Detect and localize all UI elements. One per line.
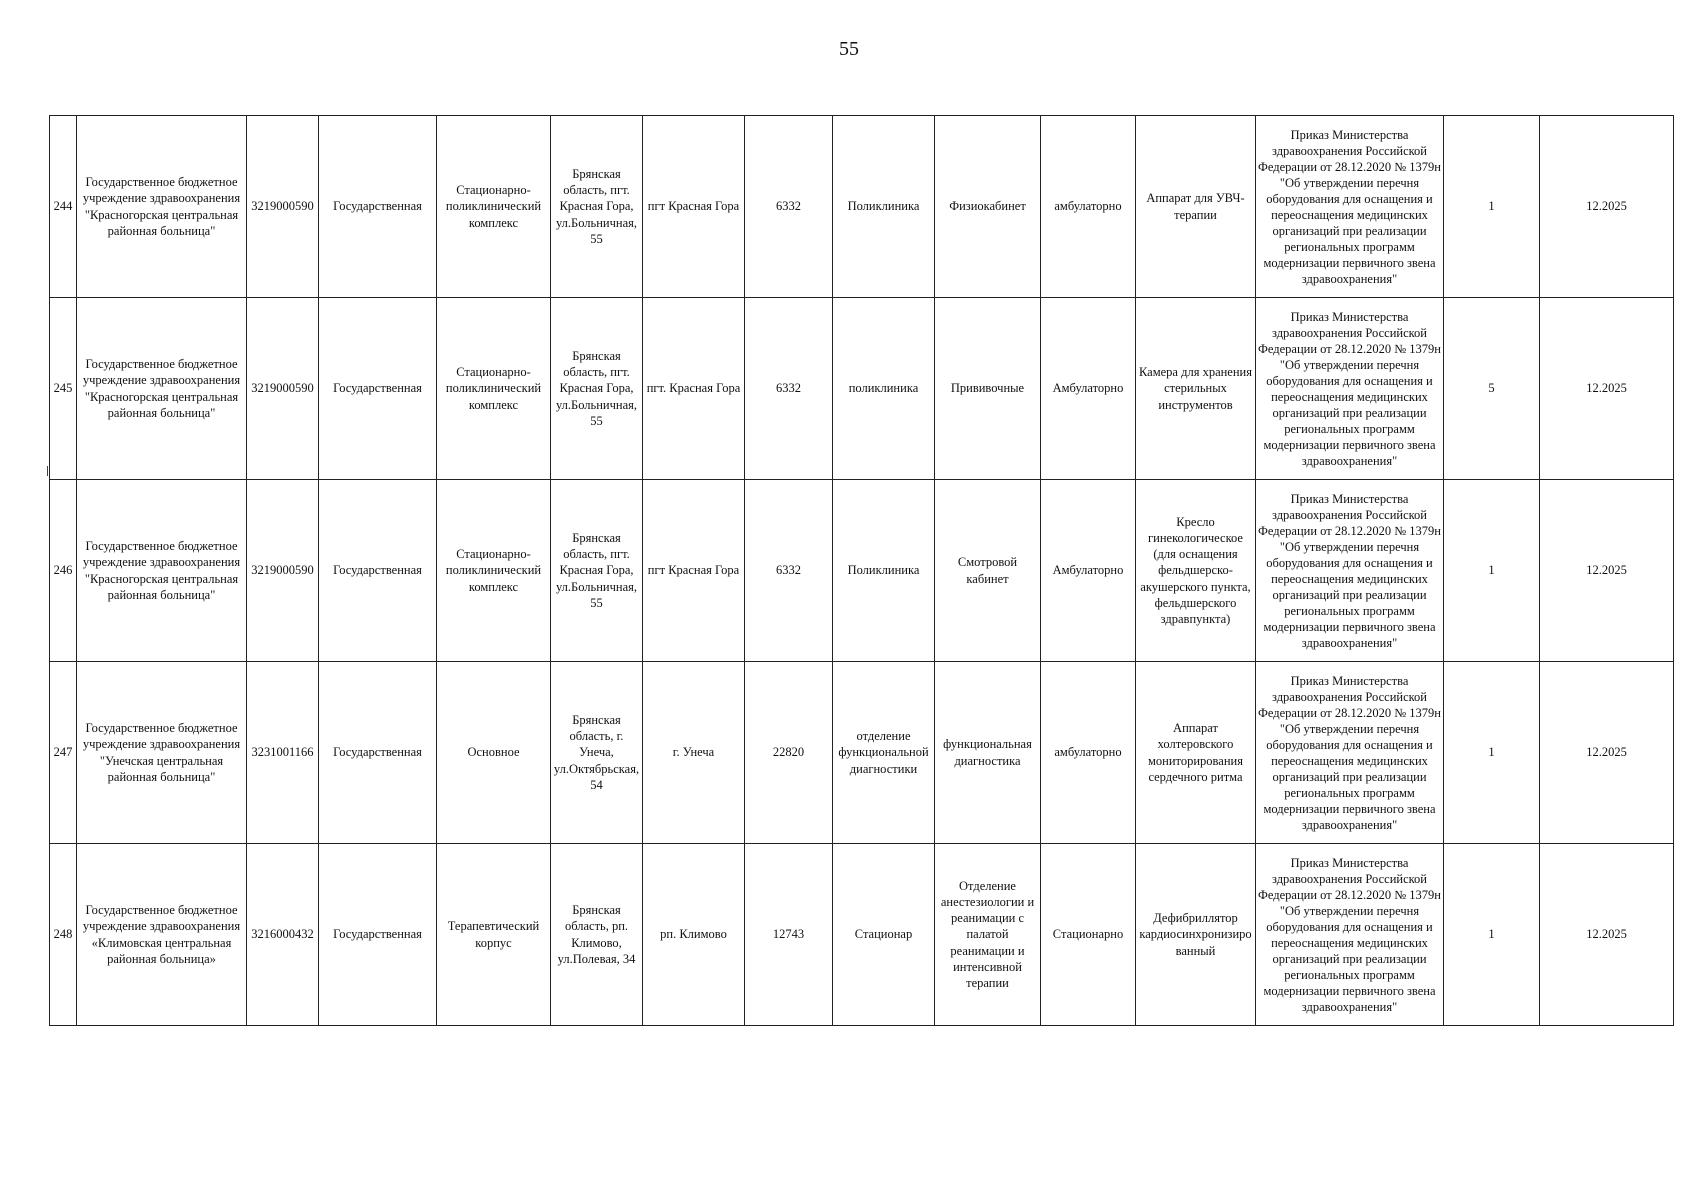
equipment-cell: Аппарат для УВЧ-терапии bbox=[1136, 116, 1256, 298]
table-row bbox=[50, 116, 1674, 298]
complex-cell: Стационарно-поликлинический комплекс bbox=[437, 480, 551, 662]
page-number: 55 bbox=[839, 38, 859, 60]
unit-cell: Поликлиника bbox=[833, 480, 935, 662]
unit-cell: Поликлиника bbox=[833, 116, 935, 298]
quantity-cell: 1 bbox=[1444, 480, 1540, 662]
organization-cell: Государственное бюджетное учреждение здравоохранения "Унечская центральная районная больница" bbox=[77, 662, 247, 844]
table-row bbox=[50, 662, 1674, 844]
address-cell: Брянская область, пгт. Красная Гора, ул.Больничная, 55 bbox=[551, 116, 643, 298]
subunit-cell: Отделение анестезиологии и реанимации с палатой реанимации и интенсивной терапии bbox=[935, 844, 1041, 1026]
date-cell: 12.2025 bbox=[1540, 480, 1674, 662]
care-form-cell: амбулаторно bbox=[1041, 662, 1136, 844]
settlement-cell: пгт Красная Гора bbox=[643, 480, 745, 662]
margin-mark bbox=[47, 466, 48, 476]
complex-cell: Основное bbox=[437, 662, 551, 844]
address-cell: Брянская область, г. Унеча, ул.Октябрьская, 54 bbox=[551, 662, 643, 844]
quantity-cell: 1 bbox=[1444, 116, 1540, 298]
inn-cell: 3231001166 bbox=[247, 662, 319, 844]
row-number-cell: 246 bbox=[50, 480, 77, 662]
care-form-cell: Стационарно bbox=[1041, 844, 1136, 1026]
organization-cell: Государственное бюджетное учреждение здравоохранения "Красногорская центральная районная больница" bbox=[77, 298, 247, 480]
quantity-cell: 1 bbox=[1444, 662, 1540, 844]
quantity-cell: 1 bbox=[1444, 844, 1540, 1026]
organization-cell: Государственное бюджетное учреждение здравоохранения "Красногорская центральная районная больница" bbox=[77, 116, 247, 298]
order-reference-cell: Приказ Министерства здравоохранения Российской Федерации от 28.12.2020 № 1379н "Об утверждении перечня оборудования для оснащения и переоснащения медицинских организаций при реализации региональных программ модернизации первичного звена здравоохранения" bbox=[1256, 662, 1444, 844]
address-cell: Брянская область, рп. Климово, ул.Полевая, 34 bbox=[551, 844, 643, 1026]
settlement-cell: пгт. Красная Гора bbox=[643, 298, 745, 480]
population-cell: 6332 bbox=[745, 298, 833, 480]
order-reference-cell: Приказ Министерства здравоохранения Российской Федерации от 28.12.2020 № 1379н "Об утверждении перечня оборудования для оснащения и переоснащения медицинских организаций при реализации региональных программ модернизации первичного звена здравоохранения" bbox=[1256, 480, 1444, 662]
care-form-cell: Амбулаторно bbox=[1041, 480, 1136, 662]
table-row bbox=[50, 298, 1674, 480]
equipment-registry-table bbox=[49, 115, 1674, 1026]
population-cell: 22820 bbox=[745, 662, 833, 844]
equipment-cell: Камера для хранения стерильных инструментов bbox=[1136, 298, 1256, 480]
subunit-cell: Физиокабинет bbox=[935, 116, 1041, 298]
ownership-cell: Государственная bbox=[319, 298, 437, 480]
equipment-cell: Дефибриллятор кардиосинхронизированный bbox=[1136, 844, 1256, 1026]
address-cell: Брянская область, пгт. Красная Гора, ул.Больничная, 55 bbox=[551, 480, 643, 662]
care-form-cell: Амбулаторно bbox=[1041, 298, 1136, 480]
population-cell: 12743 bbox=[745, 844, 833, 1026]
population-cell: 6332 bbox=[745, 480, 833, 662]
registry-rows bbox=[50, 116, 1674, 1026]
organization-cell: Государственное бюджетное учреждение здравоохранения «Климовская центральная районная больница» bbox=[77, 844, 247, 1026]
table-row bbox=[50, 844, 1674, 1026]
complex-cell: Стационарно-поликлинический комплекс bbox=[437, 116, 551, 298]
subunit-cell: Прививочные bbox=[935, 298, 1041, 480]
complex-cell: Терапевтический корпус bbox=[437, 844, 551, 1026]
address-cell: Брянская область, пгт. Красная Гора, ул.Больничная, 55 bbox=[551, 298, 643, 480]
date-cell: 12.2025 bbox=[1540, 662, 1674, 844]
equipment-cell: Кресло гинекологическое (для оснащения фельдшерско-акушерского пункта, фельдшерского здравпункта) bbox=[1136, 480, 1256, 662]
order-reference-cell: Приказ Министерства здравоохранения Российской Федерации от 28.12.2020 № 1379н "Об утверждении перечня оборудования для оснащения и переоснащения медицинских организаций при реализации региональных программ модернизации первичного звена здравоохранения" bbox=[1256, 116, 1444, 298]
care-form-cell: амбулаторно bbox=[1041, 116, 1136, 298]
inn-cell: 3219000590 bbox=[247, 480, 319, 662]
row-number-cell: 244 bbox=[50, 116, 77, 298]
population-cell: 6332 bbox=[745, 116, 833, 298]
ownership-cell: Государственная bbox=[319, 116, 437, 298]
table-row bbox=[50, 480, 1674, 662]
settlement-cell: г. Унеча bbox=[643, 662, 745, 844]
row-number-cell: 247 bbox=[50, 662, 77, 844]
subunit-cell: функциональная диагностика bbox=[935, 662, 1041, 844]
equipment-cell: Аппарат холтеровского мониторирования сердечного ритма bbox=[1136, 662, 1256, 844]
date-cell: 12.2025 bbox=[1540, 844, 1674, 1026]
date-cell: 12.2025 bbox=[1540, 116, 1674, 298]
inn-cell: 3219000590 bbox=[247, 116, 319, 298]
settlement-cell: рп. Климово bbox=[643, 844, 745, 1026]
order-reference-cell: Приказ Министерства здравоохранения Российской Федерации от 28.12.2020 № 1379н "Об утверждении перечня оборудования для оснащения и переоснащения медицинских организаций при реализации региональных программ модернизации первичного звена здравоохранения" bbox=[1256, 298, 1444, 480]
unit-cell: отделение функциональной диагностики bbox=[833, 662, 935, 844]
inn-cell: 3216000432 bbox=[247, 844, 319, 1026]
ownership-cell: Государственная bbox=[319, 844, 437, 1026]
unit-cell: поликлиника bbox=[833, 298, 935, 480]
complex-cell: Стационарно-поликлинический комплекс bbox=[437, 298, 551, 480]
settlement-cell: пгт Красная Гора bbox=[643, 116, 745, 298]
order-reference-cell: Приказ Министерства здравоохранения Российской Федерации от 28.12.2020 № 1379н "Об утверждении перечня оборудования для оснащения и переоснащения медицинских организаций при реализации региональных программ модернизации первичного звена здравоохранения" bbox=[1256, 844, 1444, 1026]
unit-cell: Стационар bbox=[833, 844, 935, 1026]
organization-cell: Государственное бюджетное учреждение здравоохранения "Красногорская центральная районная больница" bbox=[77, 480, 247, 662]
row-number-cell: 245 bbox=[50, 298, 77, 480]
subunit-cell: Смотровой кабинет bbox=[935, 480, 1041, 662]
inn-cell: 3219000590 bbox=[247, 298, 319, 480]
ownership-cell: Государственная bbox=[319, 662, 437, 844]
date-cell: 12.2025 bbox=[1540, 298, 1674, 480]
quantity-cell: 5 bbox=[1444, 298, 1540, 480]
ownership-cell: Государственная bbox=[319, 480, 437, 662]
row-number-cell: 248 bbox=[50, 844, 77, 1026]
